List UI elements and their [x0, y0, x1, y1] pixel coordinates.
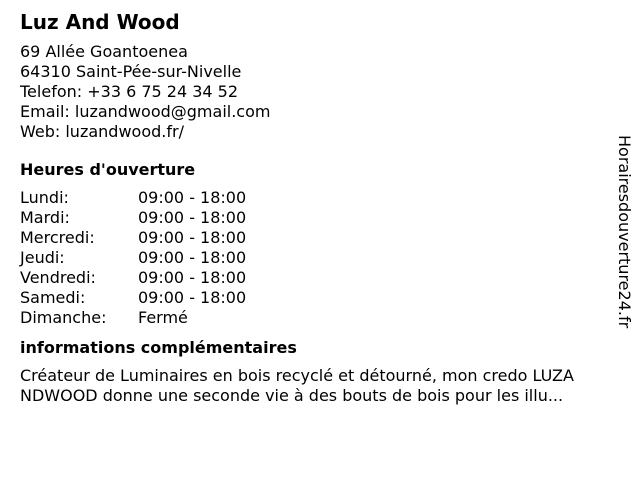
hours-row: [20, 188, 610, 208]
hours-time: 09:00 - 18:00: [138, 208, 247, 227]
hours-row: [20, 208, 610, 228]
hours-row: [20, 308, 610, 328]
hours-time: 09:00 - 18:00: [138, 188, 247, 207]
hours-day: Samedi:: [20, 288, 86, 307]
info-description: [20, 366, 620, 406]
hours-row: [20, 268, 610, 288]
hours-time: 09:00 - 18:00: [138, 228, 247, 247]
hours-row: [20, 248, 610, 268]
info-line-1: Créateur de Luminaires en bois recyclé et détourné, mon credo LUZA: [20, 366, 574, 385]
hours-time: Fermé: [138, 308, 188, 327]
site-watermark-label: Horairesdouverture24.fr: [615, 135, 634, 329]
email-text: Email: luzandwood@gmail.com: [20, 102, 271, 121]
web-text: Web: luzandwood.fr/: [20, 122, 184, 141]
hours-row: [20, 228, 610, 248]
hours-day: Dimanche:: [20, 308, 107, 327]
hours-table: [20, 188, 610, 328]
info-line-2: NDWOOD donne une seconde vie à des bouts de bois pour les illu...: [20, 386, 564, 405]
phone-text: Telefon: +33 6 75 24 34 52: [20, 82, 239, 101]
hours-day: Lundi:: [20, 188, 69, 207]
hours-row: [20, 288, 610, 308]
hours-heading: Heures d'ouverture: [20, 160, 196, 179]
address-line-1: 69 Allée Goantoenea: [20, 42, 188, 61]
hours-day: Mercredi:: [20, 228, 95, 247]
info-heading: informations complémentaires: [20, 338, 297, 357]
business-card: [20, 10, 610, 406]
hours-time: 09:00 - 18:00: [138, 288, 247, 307]
hours-day: Vendredi:: [20, 268, 96, 287]
business-name: Luz And Wood: [20, 10, 180, 34]
hours-day: Jeudi:: [20, 248, 65, 267]
hours-day: Mardi:: [20, 208, 70, 227]
hours-time: 09:00 - 18:00: [138, 268, 247, 287]
address-line-2: 64310 Saint-Pée-sur-Nivelle: [20, 62, 242, 81]
hours-time: 09:00 - 18:00: [138, 248, 247, 267]
